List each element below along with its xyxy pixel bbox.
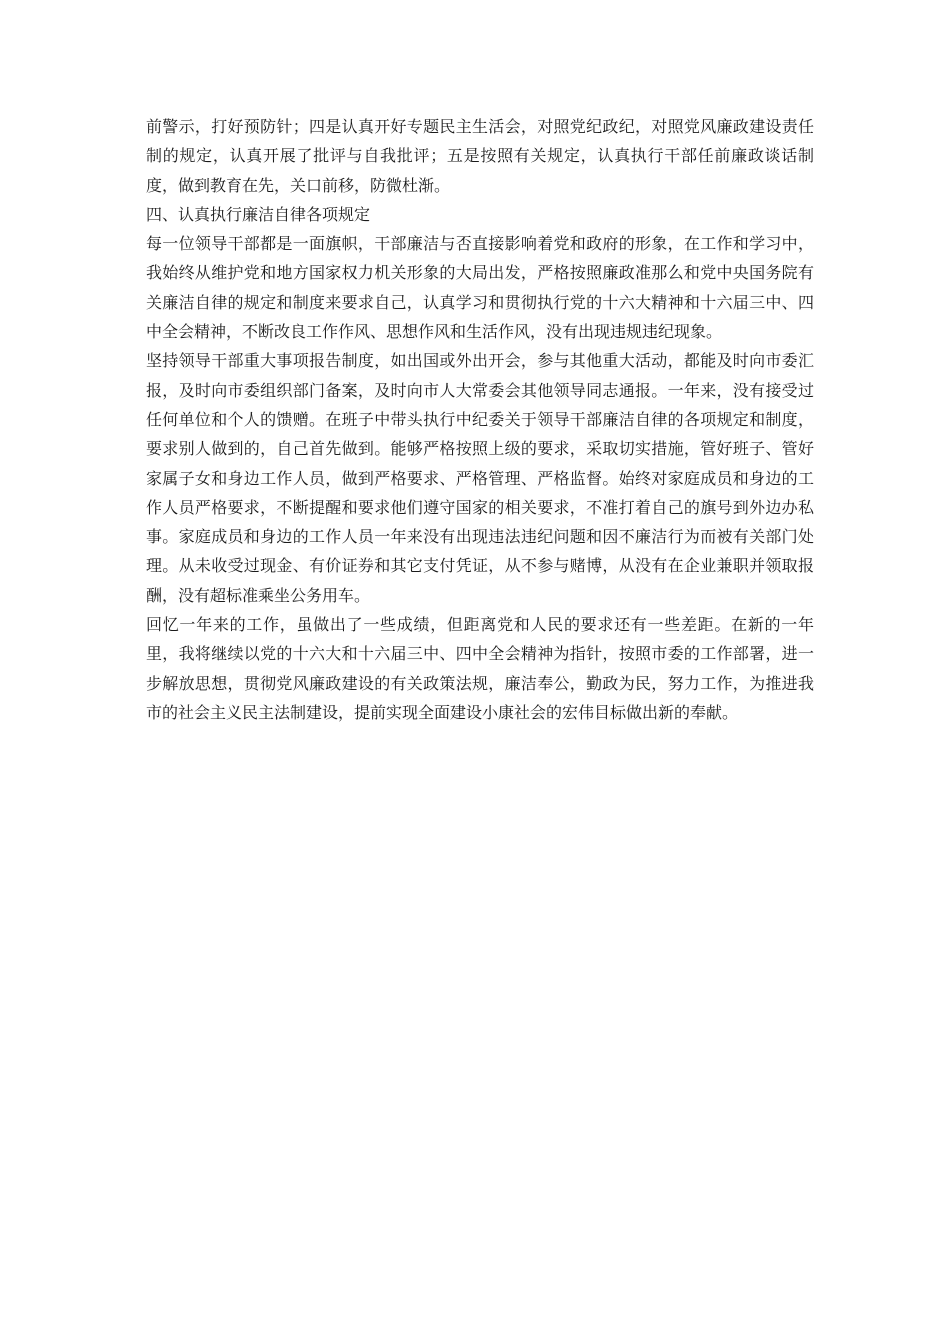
paragraph-reporting-system: 坚持领导干部重大事项报告制度，如出国或外出开会，参与其他重大活动，都能及时向市委汇报，及时向市委组织部门备案，及时向市人大常委会其他领导同志通报。一年来，没有接受过任何单位和个人的馈赠。在班子中带头执行中纪委关于领导干部廉洁自律的各项规定和制度，要求别人做到的，自己首先做到。能够严格按照上级的要求，采取切实措施，管好班子、管好家属子女和身边工作人员，做到严格要求、严格管理、严格监督。始终对家庭成员和身边的工作人员严格要求，不断提醒和要求他们遵守国家的相关要求，不准打着自己的旗号到外边办私事。家庭成员和身边的工作人员一年来没有出现违法违纪问题和因不廉洁行为而被有关部门处理。从未收受过现金、有价证券和其它支付凭证，从不参与赌博，从没有在企业兼职并领取报酬，没有超标准乘坐公务用车。 bbox=[146, 351, 814, 605]
section-heading: 四、认真执行廉洁自律各项规定 bbox=[146, 204, 371, 224]
paragraph-conclusion: 回忆一年来的工作，虽做出了一些成绩，但距离党和人民的要求还有一些差距。在新的一年里，我将继续以党的十六大和十六届三中、四中全会精神为指针，按照市委的工作部署，进一步解放思想，贯彻党风廉政建设的有关政策法规，廉洁奉公，勤政为民，努力工作，为推进我市的社会主义民主法制建设，提前实现全面建设小康社会的宏伟目标做出新的奉献。 bbox=[146, 615, 814, 722]
document-body bbox=[146, 112, 814, 727]
paragraph-intro-continuation: 前警示，打好预防针；四是认真开好专题民主生活会，对照党纪政纪，对照党风廉政建设责任制的规定，认真开展了批评与自我批评；五是按照有关规定，认真执行干部任前廉政谈话制度，做到教育在先，关口前移，防微杜渐。 bbox=[146, 117, 814, 195]
paragraph-self-discipline: 每一位领导干部都是一面旗帜，干部廉洁与否直接影响着党和政府的形象，在工作和学习中，我始终从维护党和地方国家权力机关形象的大局出发，严格按照廉政准那么和党中央国务院有关廉洁自律的规定和制度来要求自己，认真学习和贯彻执行党的十六大精神和十六届三中、四中全会精神，不断改良工作作风、思想作风和生活作风，没有出现违规违纪现象。 bbox=[146, 234, 814, 342]
